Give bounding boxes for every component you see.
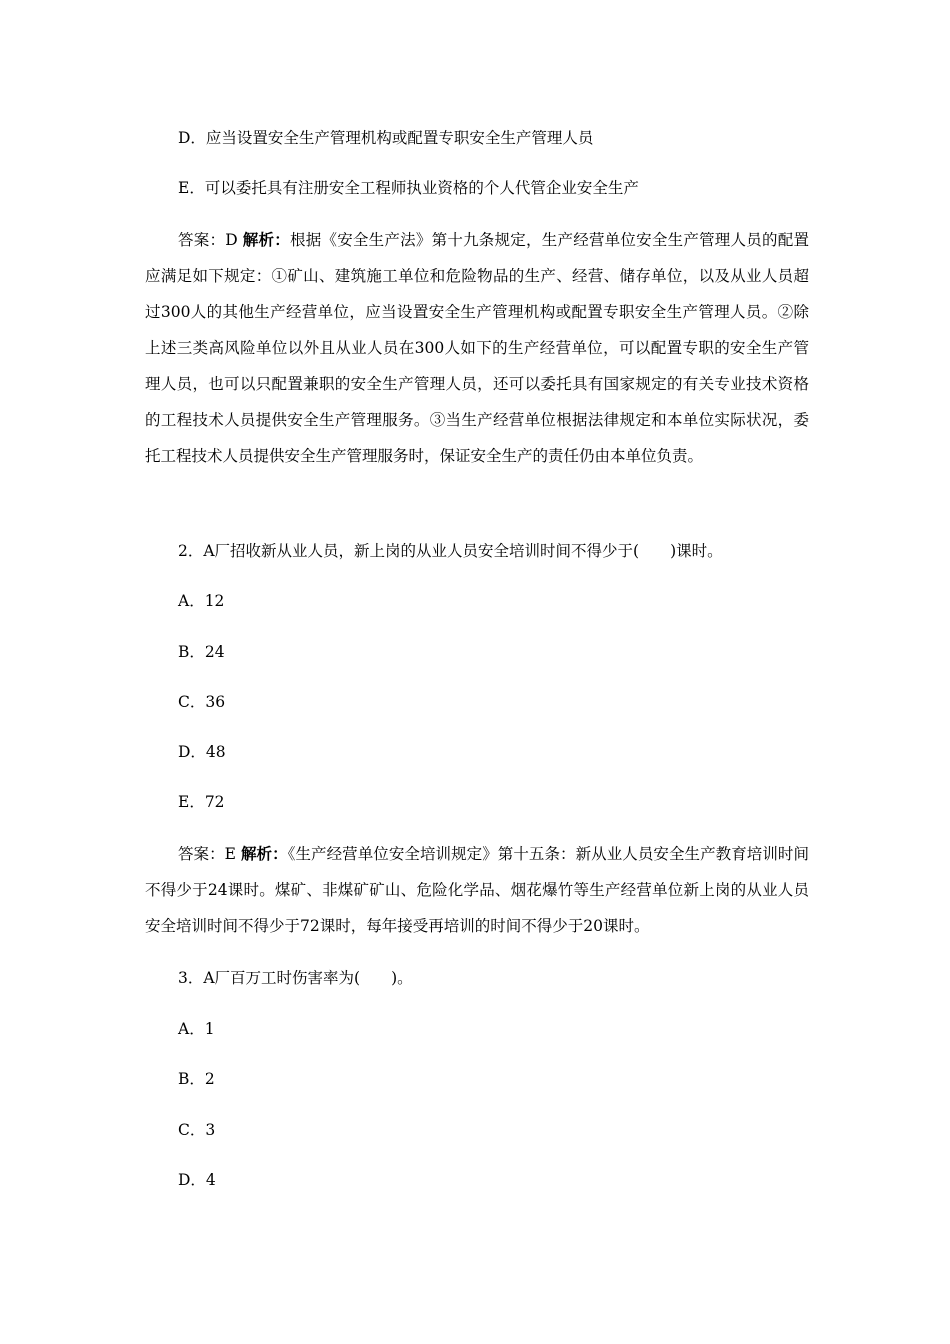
- q3-question: 3．A厂百万工时伤害率为( )。: [178, 969, 413, 987]
- q3-option-a: A．1: [178, 1020, 215, 1038]
- q1-answer-analysis: [145, 222, 809, 474]
- q2-option-a: A．12: [178, 592, 225, 610]
- q1-analysis-label: 解析：: [242, 230, 290, 249]
- q3-option-d: D．4: [178, 1171, 216, 1189]
- q3-option-b: B．2: [178, 1070, 215, 1088]
- q1-option-e: E．可以委托具有注册安全工程师执业资格的个人代管企业安全生产: [178, 179, 639, 197]
- q1-analysis-text: 根据《安全生产法》第十九条规定，生产经营单位安全生产管理人员的配置应满足如下规定：①矿山、建筑施工单位和危险物品的生产、经营、储存单位，以及从业人员超过300人的其他生产经营单位，应当设置安全生产管理机构或配置专职安全生产管理人员。②除上述三类高风险单位以外且从业人员在300人如下的生产经营单位，可以配置专职的安全生产管理人员，也可以只配置兼职的安全生产管理人员，还可以委托具有国家规定的有关专业技术资格的工程技术人员提供安全生产管理服务。③当生产经营单位根据法律规定和本单位实际状况，委托工程技术人员提供安全生产管理服务时，保证安全生产的责任仍由本单位负责。: [145, 231, 809, 465]
- q1-option-d: D．应当设置安全生产管理机构或配置专职安全生产管理人员: [178, 129, 594, 147]
- q2-option-d: D．48: [178, 743, 226, 761]
- q1-answer: 答案：D: [178, 231, 243, 249]
- q2-option-c: C．36: [178, 693, 226, 711]
- q2-option-e: E．72: [178, 793, 225, 811]
- q2-answer: 答案：E: [178, 845, 241, 863]
- q2-analysis-text: 《生产经营单位安全培训规定》第十五条：新从业人员安全生产教育培训时间不得少于24课时。煤矿、非煤矿矿山、危险化学品、烟花爆竹等生产经营单位新上岗的从业人员安全培训时间不得少于72课时，每年接受再培训的时间不得少于20课时。: [145, 845, 809, 935]
- q2-analysis-label: 解析：: [241, 844, 288, 863]
- q2-answer-analysis: [145, 836, 809, 944]
- q3-option-c: C．3: [178, 1121, 216, 1139]
- q2-question: 2．A厂招收新从业人员，新上岗的从业人员安全培训时间不得少于( )课时。: [178, 542, 723, 560]
- q2-option-b: B．24: [178, 643, 225, 661]
